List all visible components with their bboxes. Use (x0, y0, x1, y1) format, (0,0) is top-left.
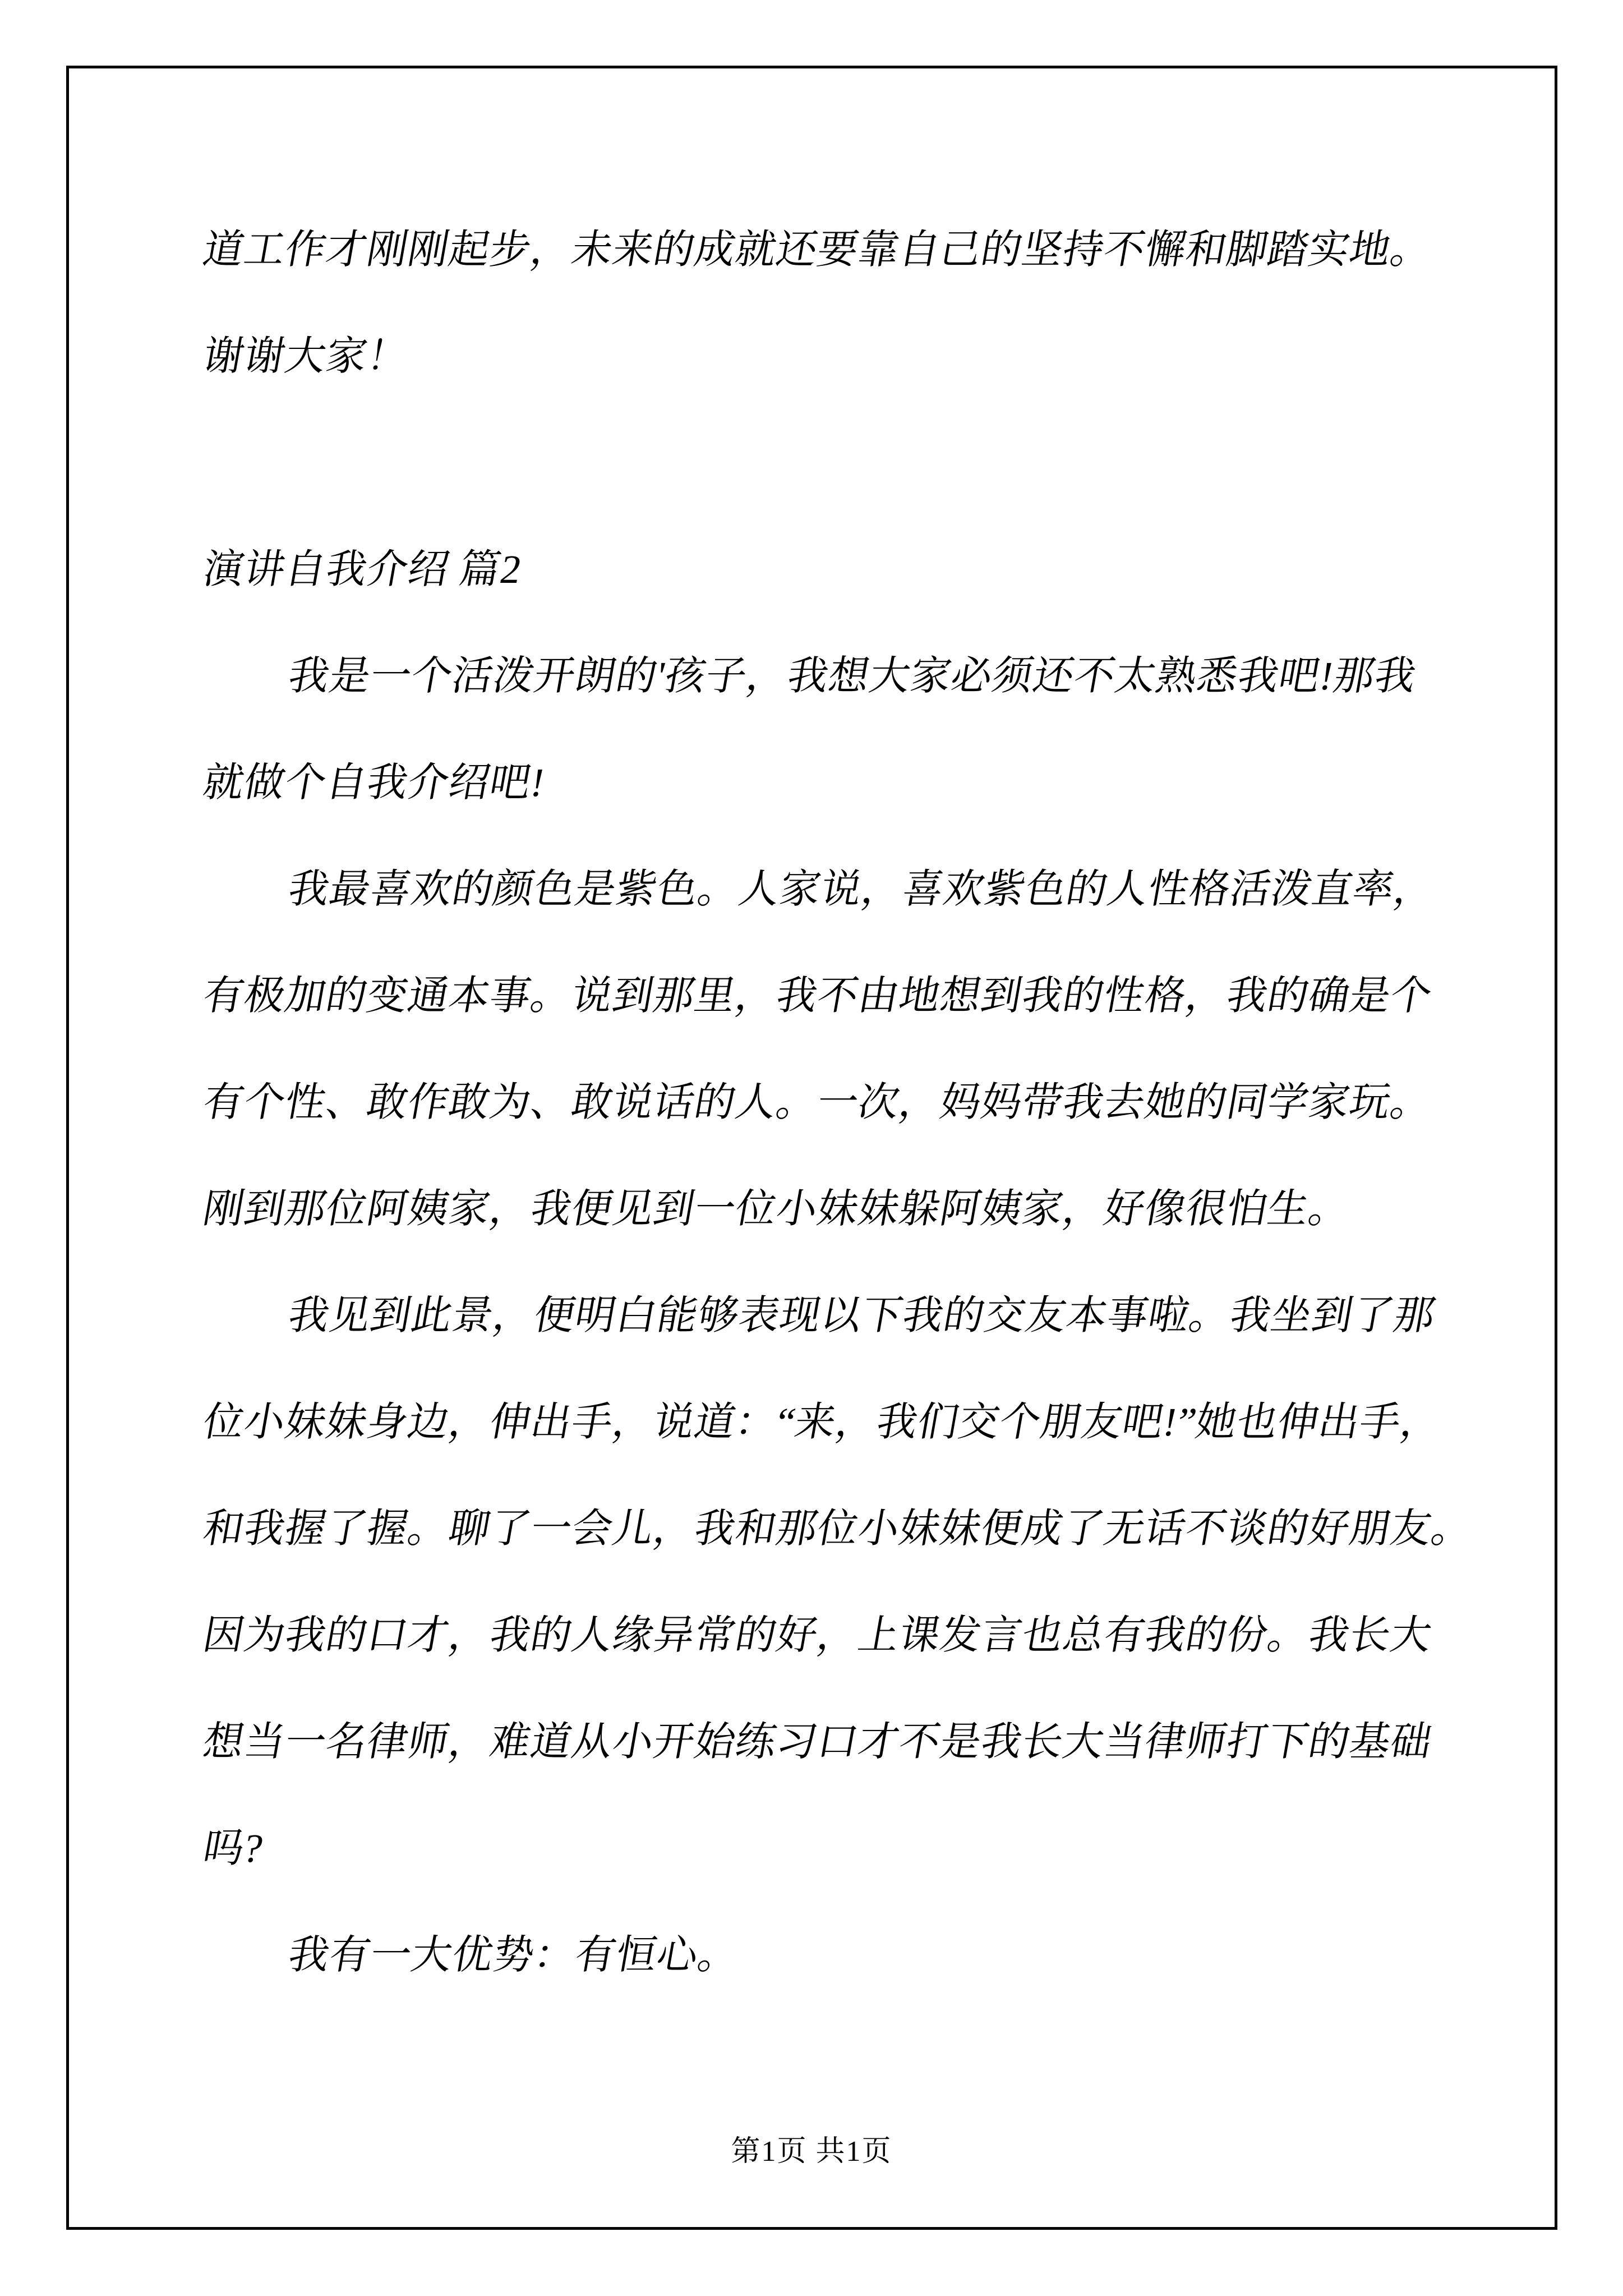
document-body (198, 196, 1477, 2008)
section-heading (198, 516, 1435, 623)
blank-line (198, 409, 1435, 516)
text-line (198, 1369, 1446, 1475)
text-line (198, 836, 1440, 942)
text-line-content: 我见到此景，便明白能够表现以下我的交友本事啦。我坐到了那 (284, 1293, 1440, 1338)
text-line (198, 1475, 1477, 1582)
text-line-content: 就做个自我介绍吧! (199, 760, 550, 805)
text-line (198, 1902, 1435, 2008)
text-line (198, 729, 1435, 836)
text-line (198, 1049, 1435, 1156)
text-line-content: 谢谢大家！ (199, 334, 413, 379)
text-line (198, 623, 1435, 729)
text-line (198, 1156, 1435, 1262)
text-line (198, 1688, 1435, 1795)
text-line-content: 想当一名律师，难道从小开始练习口才不是我长大当律师打下的基础 (199, 1719, 1436, 1764)
footer-page-number: 第1页 共1页 (731, 2136, 892, 2168)
text-line-content: 和我握了握。聊了一会儿，我和那位小妹妹便成了无话不谈的好朋友。 (199, 1506, 1477, 1551)
section-heading-text: 演讲自我介绍 篇2 (199, 547, 526, 592)
text-line-content: 有个性、敢作敢为、敢说话的人。一次，妈妈带我去她的同学家玩。 (199, 1080, 1436, 1125)
text-line-content: 有极加的变通本事。说到那里，我不由地想到我的性格，我的确是个 (199, 973, 1436, 1018)
text-line-content: 我最喜欢的颜色是紫色。人家说，喜欢紫色的人性格活泼直率， (284, 867, 1440, 912)
text-line (198, 1795, 1435, 1902)
text-line (198, 1262, 1440, 1369)
text-line-content: 刚到那位阿姨家，我便见到一位小妹妹躲阿姨家，好像很怕生。 (199, 1186, 1354, 1231)
text-line-content: 我是一个活泼开朗的'孩子，我想大家必须还不太熟悉我吧!那我 (284, 654, 1421, 698)
text-line-content: 吗? (199, 1826, 268, 1871)
text-line (198, 196, 1435, 303)
text-line-content: 道工作才刚刚起步，未来的成就还要靠自己的坚持不懈和脚踏实地。 (199, 227, 1436, 272)
text-line (198, 942, 1435, 1049)
text-line-content: 因为我的口才，我的人缘异常的好，上课发言也总有我的份。我长大 (199, 1613, 1436, 1658)
text-line-content: 我有一大优势：有恒心。 (284, 1932, 744, 1977)
text-line (198, 303, 1435, 409)
text-line (198, 1582, 1435, 1688)
text-line-content: 位小妹妹身边，伸出手，说道：“来，我们交个朋友吧!”她也伸出手， (199, 1400, 1446, 1444)
